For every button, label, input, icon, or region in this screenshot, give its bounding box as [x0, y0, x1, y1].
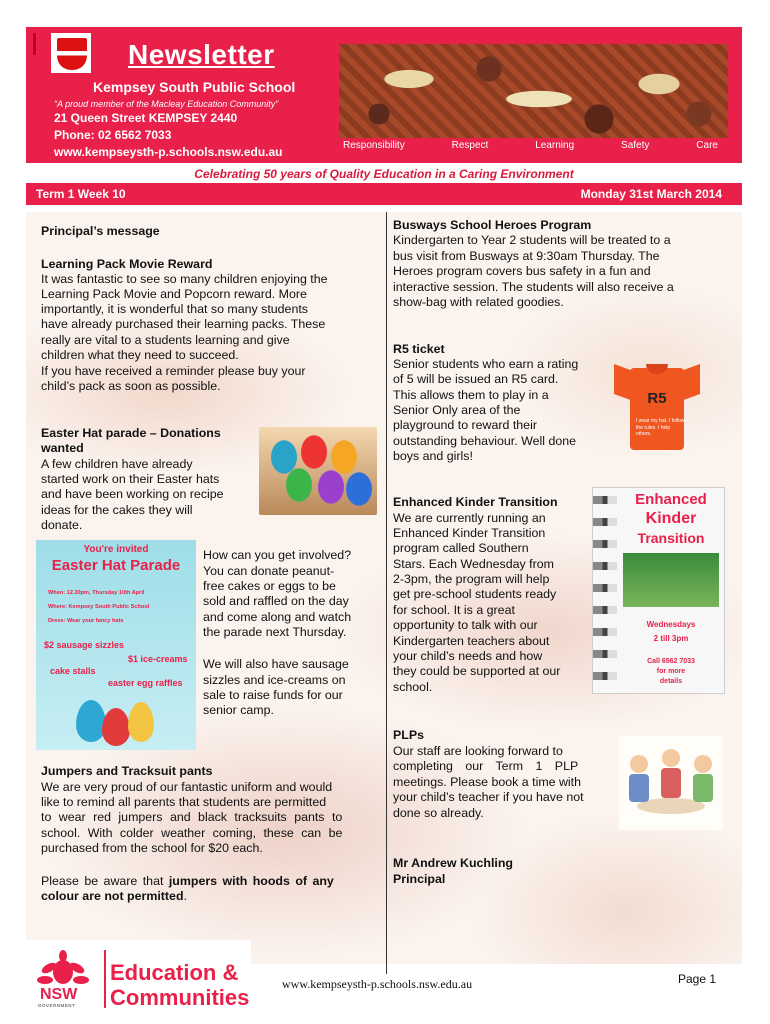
hoods-note-bold: jumpers with hoods of any: [168, 874, 334, 888]
yellow-egg-icon: [128, 702, 154, 742]
kinder-line: they could be supported at our: [393, 664, 561, 678]
education-communities-logo: [26, 940, 251, 1010]
movie-line: If you have received a reminder please buy your: [41, 364, 306, 378]
school-phone: Phone: 02 6562 7033: [54, 128, 172, 142]
movie-line: children what they need to succeed.: [41, 348, 239, 362]
involve-line: and come along and watch: [203, 610, 352, 624]
logo-divider: [104, 950, 106, 1008]
movie-heading: Learning Pack Movie Reward: [41, 257, 213, 271]
pencil-icon: [593, 584, 617, 592]
school-address: 21 Queen Street KEMPSEY 2440: [54, 111, 238, 125]
poster-more: for more: [656, 668, 686, 675]
school-motto: “A proud member of the Macleay Education Community”: [54, 99, 279, 109]
poster-title-3: Transition: [637, 530, 705, 546]
r5-line: outstanding behaviour. Well done: [393, 434, 577, 448]
kinder-heading: Enhanced Kinder Transition: [393, 495, 558, 509]
r5-line: boys and girls!: [393, 449, 473, 463]
busways-line: Heroes program covers bus safety in a fun and: [393, 264, 651, 278]
r5-line: This allows them to play in a: [393, 388, 549, 402]
plps-line: your child’s teacher if you have not: [393, 790, 584, 804]
movie-line: Learning Pack Movie and Popcorn reward. More: [41, 287, 307, 301]
masthead-accent-bar: [33, 33, 36, 55]
signoff-role: Principal: [393, 872, 446, 886]
involve-line: You can donate peanut-: [203, 564, 335, 578]
pencil-icon: [593, 628, 617, 636]
value-responsibility: Responsibility: [343, 140, 405, 151]
easter-line: ideas for the cakes they will: [41, 503, 193, 517]
r5-line: Senior students who earn a rating: [393, 357, 579, 371]
school-name: Kempsey South Public School: [93, 79, 296, 95]
r5-line: Senior Only area of the: [393, 403, 521, 417]
easter-eggs-photo: [259, 427, 377, 515]
value-safety: Safety: [621, 140, 650, 151]
kinder-transition-poster: [592, 487, 725, 694]
kinder-line: for school. It is a great: [393, 603, 515, 617]
poster-title-2: Kinder: [645, 510, 697, 527]
plps-line: done so already.: [393, 806, 484, 820]
flyer-icecream: $1 ice-creams: [128, 654, 188, 664]
school-website[interactable]: www.kempseysth-p.schools.nsw.edu.au: [54, 145, 283, 159]
term-week: Term 1 Week 10: [36, 187, 126, 201]
children-photo: [623, 553, 719, 607]
jumpers-line: purchased from the school for $20 each.: [41, 841, 263, 855]
kinder-line: Stars. Each Wednesday from: [393, 557, 554, 571]
r5-shirt-label: R5: [647, 390, 667, 407]
pencil-icon: [593, 606, 617, 614]
flyer-invite: You're invited: [83, 544, 149, 555]
sausage-line: senior camp.: [203, 703, 274, 717]
waratah-icon: [36, 950, 90, 988]
flyer-where: Where: Kempsey South Public School: [48, 604, 150, 610]
r5-heading: R5 ticket: [393, 342, 445, 356]
involve-line: free cakes or eggs to be: [203, 579, 336, 593]
busways-line: bus visit from Busways at 9:30am Thursday. The: [393, 249, 660, 263]
page-number: Page 1: [678, 972, 717, 986]
easter-line: and have been working on recipe: [41, 487, 224, 501]
jumpers-line: school. With colder weather coming, these can be: [41, 826, 343, 840]
hoods-note-2: [41, 889, 187, 904]
busways-line: interactive session. The students will also receive a: [393, 280, 674, 294]
flyer-dress: Dress: Wear your fancy hats: [48, 618, 124, 624]
pencil-icon: [593, 562, 617, 570]
flyer-title: Easter Hat Parade: [51, 557, 181, 574]
r5-line: of 5 will be issued an R5 card.: [393, 372, 559, 386]
kinder-line: Enhanced Kinder Transition: [393, 526, 546, 540]
value-respect: Respect: [451, 140, 489, 151]
sausage-line: sale to raise funds for our: [203, 688, 343, 702]
column-divider: [386, 212, 387, 974]
sausage-line: We will also have sausage: [203, 657, 349, 671]
busways-heading: Busways School Heroes Program: [393, 218, 592, 232]
poster-call: Call 6562 7033: [647, 658, 695, 665]
busways-line: show-bag with related goodies.: [393, 295, 564, 309]
tagline: Celebrating 50 years of Quality Education in a Caring Environment: [194, 167, 574, 181]
aboriginal-artwork-banner: [339, 44, 728, 138]
red-egg-icon: [102, 708, 130, 746]
easter-heading: Easter Hat parade – Donations: [41, 426, 221, 440]
flyer-when: When: 12.30pm, Thursday 10th April: [48, 590, 145, 596]
movie-line: child’s pack as soon as possible.: [41, 379, 221, 393]
logo-communities: Communities: [110, 985, 250, 1010]
r5-line: playground to reward their: [393, 418, 537, 432]
jumpers-line: to wear red jumpers and black tracksuits pants to: [41, 810, 343, 824]
value-learning: Learning: [535, 140, 575, 151]
value-care: Care: [696, 140, 718, 151]
pencil-icon: [593, 540, 617, 548]
movie-line: importantly, it is wonderful that so many students: [41, 302, 308, 316]
pencil-icon: [593, 672, 617, 680]
pencil-icon: [593, 518, 617, 526]
involve-line: the parade next Thursday.: [203, 625, 347, 639]
poster-days: Wednesdays: [646, 620, 696, 629]
r5-shirt-image: [614, 362, 700, 454]
kinder-line: Kindergarten teachers about: [393, 634, 550, 648]
involve-line: How can you get involved?: [203, 548, 352, 562]
involve-line: sold and raffled on the day: [203, 594, 349, 608]
hoods-note-suffix: .: [183, 889, 187, 903]
poster-details: details: [659, 678, 683, 685]
kinder-line: school.: [393, 680, 433, 694]
footer-website-link[interactable]: www.kempseysth-p.schools.nsw.edu.au: [282, 977, 473, 991]
hoods-note-bold-2: colour are not permitted: [41, 889, 184, 903]
kinder-line: your child’s needs and how: [393, 649, 543, 663]
busways-line: Kindergarten to Year 2 students will be treated to a: [393, 233, 671, 247]
movie-line: It was fantastic to see so many children enjoying the: [41, 272, 328, 286]
plps-line: meetings. Please book a time with: [393, 775, 582, 789]
logo-education: Education &: [110, 960, 239, 985]
kinder-line: 2-3pm, the program will help: [393, 572, 550, 586]
kinder-line: We are currently running an: [393, 511, 546, 525]
plps-line: completing our Term 1 PLP: [393, 759, 579, 773]
plp-meeting-illustration: [619, 736, 723, 830]
jumpers-line: We are very proud of our fantastic uniform and would: [41, 780, 333, 794]
movie-line: have already purchased their learning packs. These: [41, 317, 326, 331]
plps-line: Our staff are looking forward to: [393, 744, 563, 758]
kinder-line: program called Southern: [393, 541, 529, 555]
newsletter-title: Newsletter: [128, 39, 275, 70]
school-crest-logo: [51, 33, 91, 73]
jumpers-heading: Jumpers and Tracksuit pants: [41, 764, 213, 778]
flyer-cake: cake stalls: [50, 666, 96, 676]
nsw-logo-text: NSW: [40, 986, 78, 1003]
easter-hat-parade-flyer: [36, 540, 196, 750]
hoods-note: [41, 874, 334, 889]
easter-line: donate.: [41, 518, 83, 532]
issue-date: Monday 31st March 2014: [580, 187, 722, 201]
flyer-raffle: easter egg raffles: [108, 678, 183, 688]
jumpers-line: like to remind all parents that students are permitted: [41, 795, 327, 809]
school-values: [339, 140, 728, 154]
kinder-line: opportunity to talk with our: [393, 618, 538, 632]
pencil-icon: [593, 650, 617, 658]
poster-title-1: Enhanced: [635, 491, 707, 508]
principal-heading: Principal’s message: [41, 224, 160, 238]
plps-heading: PLPs: [393, 728, 424, 742]
government-logo-text: GOVERNMENT: [38, 1003, 76, 1008]
sausage-line: sizzles and ice-creams on: [203, 673, 346, 687]
pencil-icon: [593, 496, 617, 504]
movie-line: really are vital to a students learning and give: [41, 333, 290, 347]
blue-egg-icon: [76, 700, 106, 742]
flyer-sausage: $2 sausage sizzles: [44, 640, 125, 650]
hoods-note-prefix: Please be aware that: [41, 874, 169, 888]
poster-time: 2 till 3pm: [653, 634, 689, 643]
r5-shirt-note: I wear my hat. I follow the rules. I help others.: [636, 418, 685, 437]
signoff-name: Mr Andrew Kuchling: [393, 856, 514, 870]
easter-line: started work on their Easter hats: [41, 472, 220, 486]
easter-line: A few children have already: [41, 457, 193, 471]
easter-heading-2: wanted: [41, 441, 84, 455]
kinder-line: get pre-school students ready: [393, 587, 557, 601]
term-bar: [26, 183, 742, 205]
